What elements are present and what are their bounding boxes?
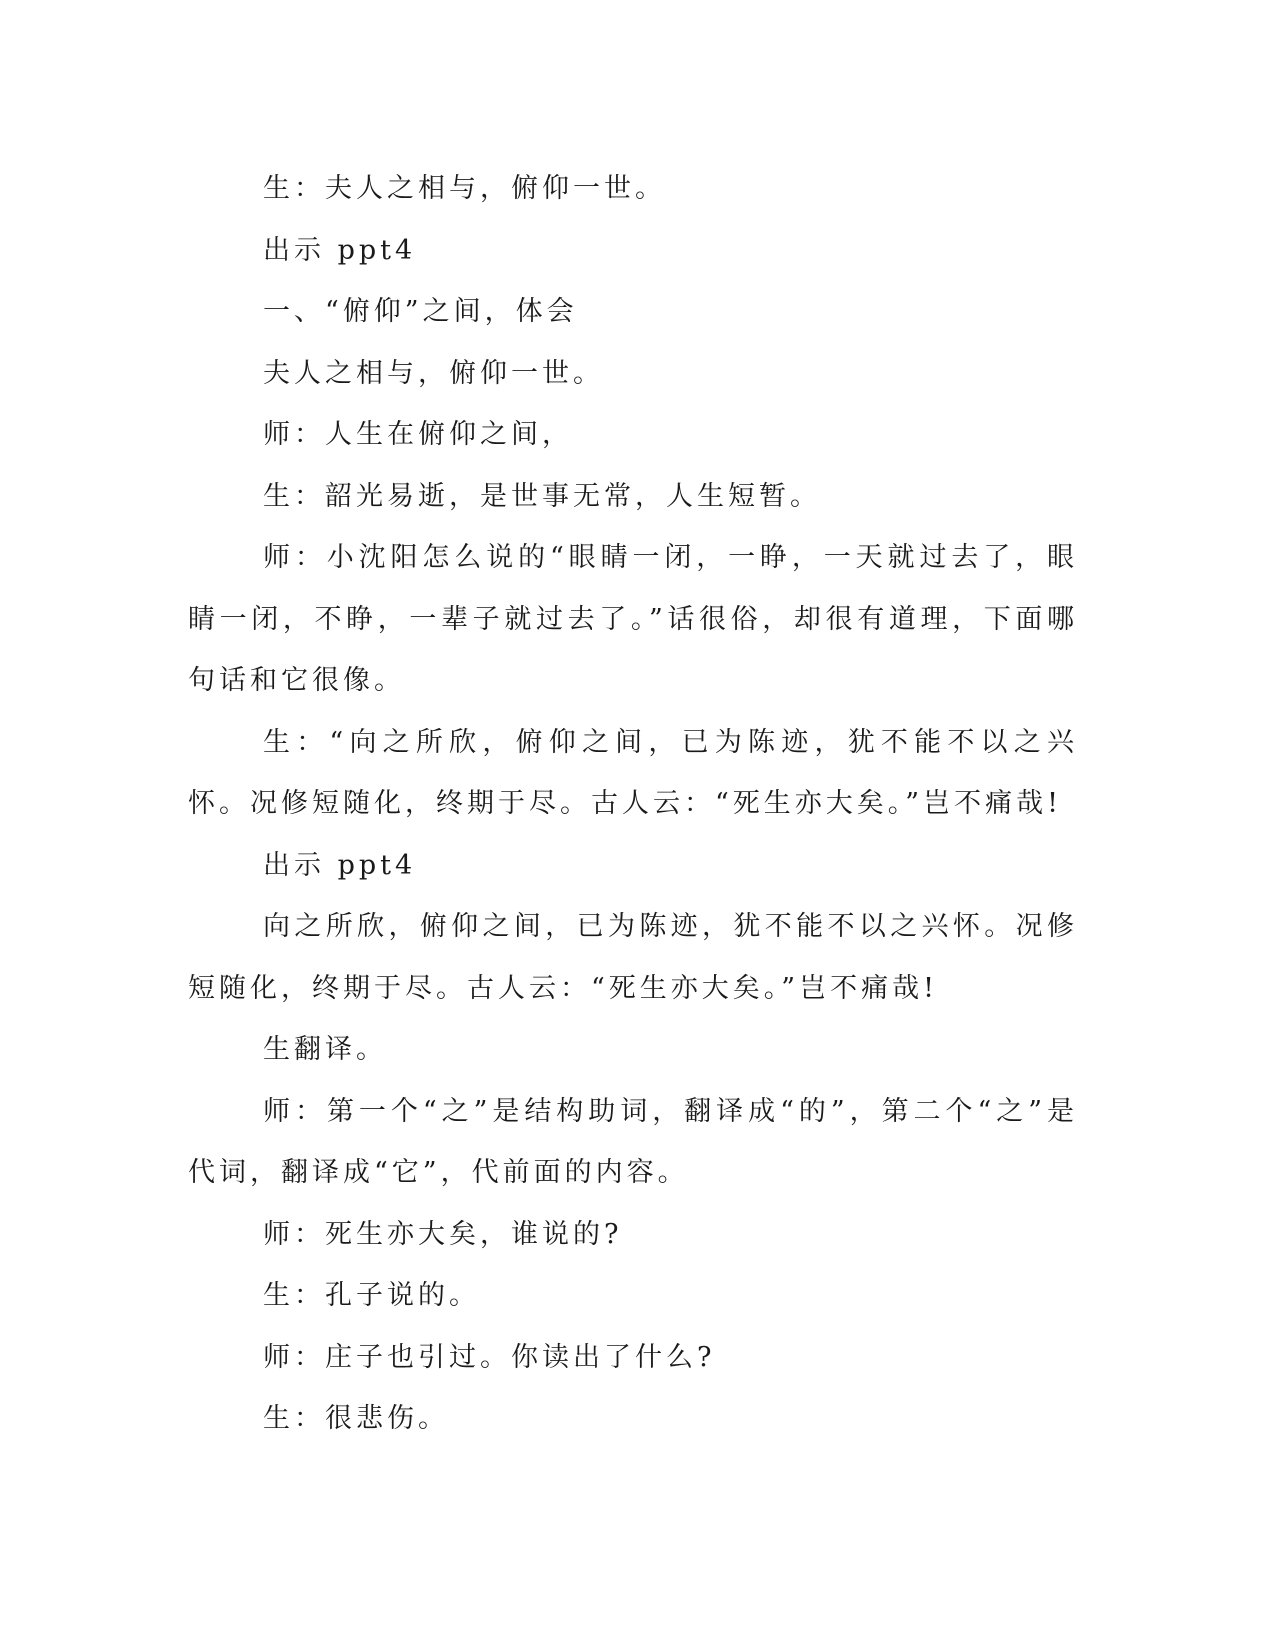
paragraph: 向之所欣，俯仰之间，已为陈迹，犹不能不以之兴怀。况修短随化，终期于尽。古人云：“死生亦大矣。”岂不痛哉!: [188, 911, 1078, 1004]
paragraph: 生：“向之所欣，俯仰之间，已为陈迹，犹不能不以之兴怀。况修短随化，终期于尽。古人云：“死生亦大矣。”岂不痛哉!: [188, 726, 1078, 819]
paragraph: 师：小沈阳怎么说的“眼睛一闭，一睁，一天就过去了，眼睛一闭，不睁，一辈子就过去了。”话很俗，却很有道理，下面哪句话和它很像。: [188, 542, 1078, 696]
paragraph: 生：很悲伤。: [263, 1403, 449, 1434]
paragraph: 生翻译。: [263, 1034, 387, 1065]
paragraph: 出示 ppt4: [263, 234, 417, 266]
paragraph: 生：孔子说的。: [263, 1280, 480, 1311]
paragraph: 师：第一个“之”是结构助词，翻译成“的”，第二个“之”是代词，翻译成“它”，代前面的内容。: [188, 1095, 1078, 1188]
paragraph: 师：庄子也引过。你读出了什么?: [263, 1341, 716, 1373]
paragraph: 师：死生亦大矣，谁说的?: [263, 1218, 623, 1250]
paragraph: 生：韶光易逝，是世事无常，人生短暂。: [263, 480, 821, 512]
paragraph: 生：夫人之相与，俯仰一世。: [263, 173, 666, 204]
document-body: [188, 158, 1078, 1450]
paragraph: 一、“俯仰”之间，体会: [263, 296, 578, 327]
paragraph: 夫人之相与，俯仰一世。: [263, 357, 604, 389]
paragraph: 出示 ppt4: [263, 849, 417, 881]
paragraph: 师：人生在俯仰之间，: [263, 419, 573, 450]
